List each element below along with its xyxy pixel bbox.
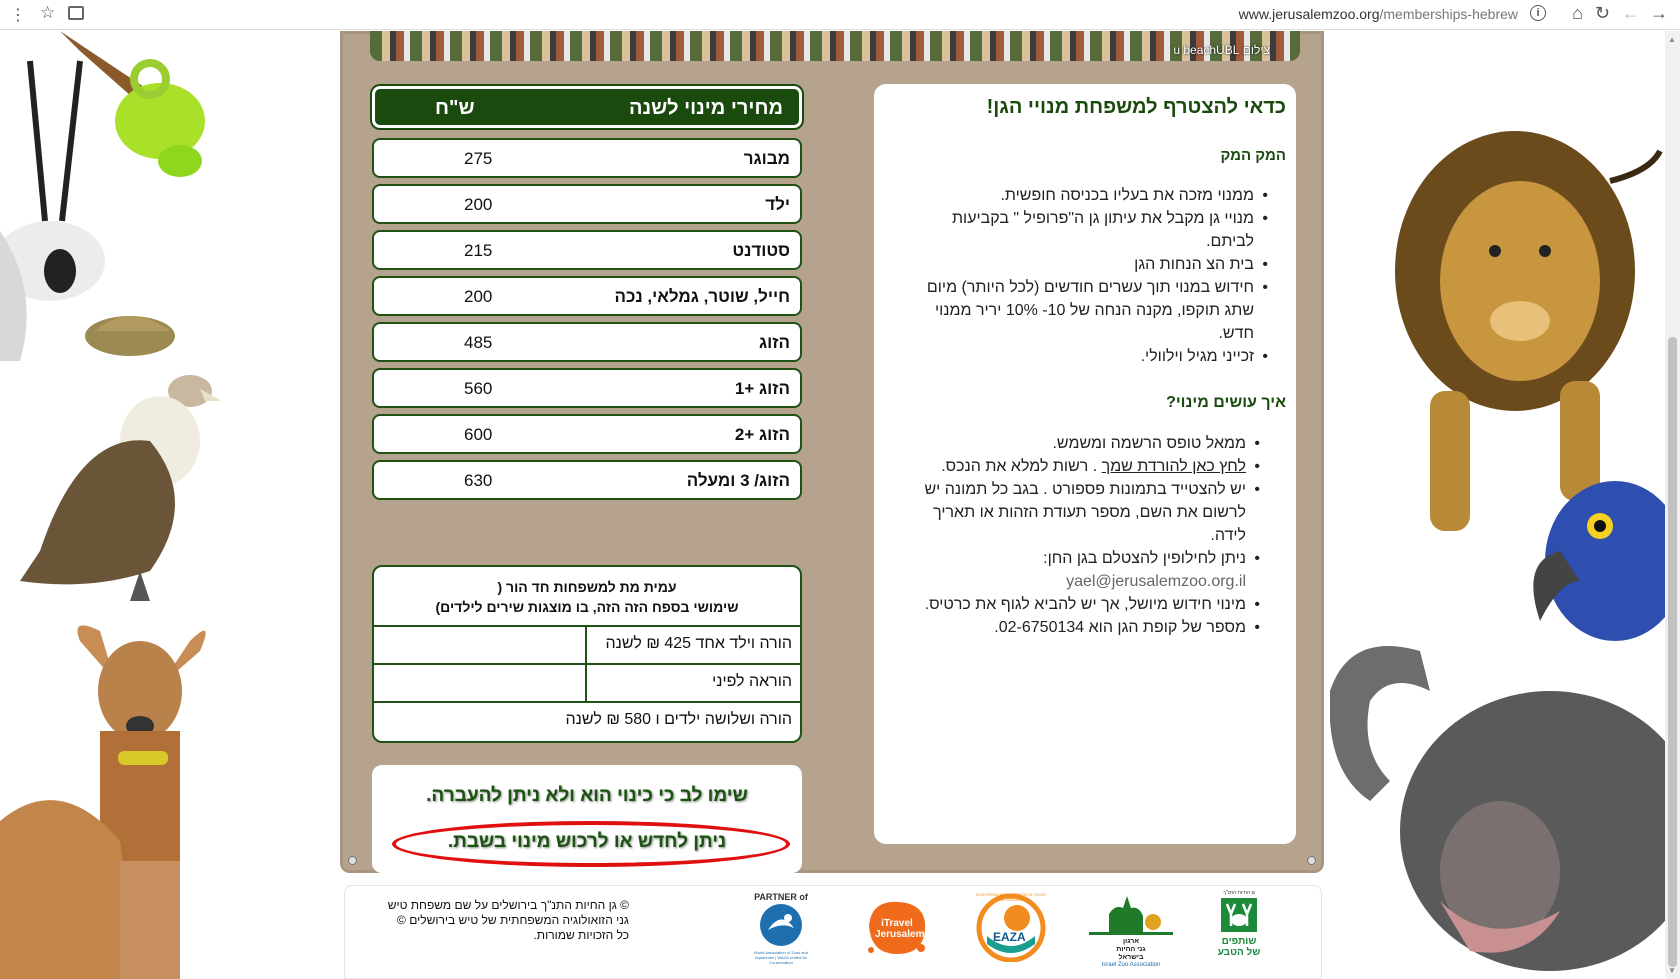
price-table-header bbox=[372, 86, 802, 128]
how-heading: איך עושים מינוי? bbox=[1166, 394, 1286, 411]
photo-caption: צילום u beachUBL bbox=[1173, 43, 1270, 57]
itravel-jerusalem-logo[interactable] bbox=[861, 896, 933, 962]
footer bbox=[344, 885, 1322, 979]
price-value: 275 bbox=[464, 149, 493, 168]
list-item-text: ממאל טופס הרשמה ומשמש. bbox=[1052, 435, 1246, 452]
price-row bbox=[372, 322, 802, 362]
deer-illustration bbox=[0, 621, 230, 979]
list-item bbox=[920, 455, 1246, 478]
bookmark-star-icon[interactable]: ☆ bbox=[40, 3, 56, 22]
extension-icon[interactable] bbox=[68, 6, 84, 20]
oryx-chameleon-illustration bbox=[0, 31, 220, 361]
how-list bbox=[888, 432, 1286, 639]
iza-line1: ארגון bbox=[1122, 938, 1140, 945]
list-item-text: ניתן לחילופין להצטלם בגן החן: bbox=[1043, 550, 1246, 567]
copyright-line2: גני הזואולוגיה המשפחתית של טיש בירושלים © bbox=[397, 913, 629, 927]
scrollbar-thumb[interactable] bbox=[1668, 337, 1677, 967]
price-value: 200 bbox=[464, 195, 493, 214]
price-value: 215 bbox=[464, 241, 493, 260]
list-item: • בית הצ הנחות הגן bbox=[912, 253, 1254, 276]
table-cell bbox=[374, 627, 585, 663]
table-cell: הוראה לפיני bbox=[585, 665, 800, 701]
list-item-text: מינוי חידוש מיושל, אך יש להביא לגוף את כרטיס. bbox=[924, 596, 1246, 613]
partners-line1: שותפים bbox=[1221, 936, 1257, 947]
vulture-illustration bbox=[0, 371, 220, 601]
list-item: • זכייני מגיל וילוולי. bbox=[912, 345, 1254, 368]
antler-emblem-icon bbox=[1219, 896, 1259, 934]
url-path: /memberships-hebrew bbox=[1379, 6, 1518, 22]
single-parent-title-line1: עמית מת למשפחות חד הור ( bbox=[497, 579, 677, 595]
list-item bbox=[920, 547, 1246, 593]
scroll-up-icon[interactable]: ▲ bbox=[1668, 35, 1676, 44]
macaw-illustration bbox=[1520, 471, 1665, 651]
price-row bbox=[372, 460, 802, 500]
page bbox=[0, 31, 1665, 979]
membership-info-box bbox=[874, 84, 1296, 844]
itravel-label: iTravel Jerusalem bbox=[875, 918, 925, 940]
price-category: ילד bbox=[765, 195, 790, 214]
visitors-photo bbox=[370, 31, 1300, 61]
table-row bbox=[374, 703, 800, 741]
price-category: הזוג +2 bbox=[734, 425, 790, 444]
benefits-list bbox=[888, 184, 1286, 368]
price-category: מבוגר bbox=[743, 149, 790, 168]
list-item: • חידוש במנוי תוך עשרים חודשים (לכל היותר) מיום שתג תוקפו, מקנה הנחה של 10- 10% יריר ממנוי חדש. bbox=[912, 276, 1254, 345]
eaza-arc-label: EUROPEAN ASSOCIATION OF ZOOS AND AQUARIA bbox=[976, 892, 1046, 902]
price-row bbox=[372, 368, 802, 408]
price-value: 600 bbox=[464, 425, 493, 444]
single-parent-title bbox=[374, 567, 800, 627]
price-row bbox=[372, 138, 802, 178]
site-info-icon[interactable]: i bbox=[1530, 5, 1546, 21]
panel-corner-dot bbox=[1307, 856, 1316, 865]
notice-box bbox=[372, 765, 802, 873]
deer-emblem-icon bbox=[1089, 892, 1173, 936]
iza-english: Israel Zoo Association bbox=[1101, 962, 1161, 968]
waza-logo[interactable] bbox=[753, 892, 809, 965]
table-row bbox=[374, 627, 800, 665]
single-parent-title-line2: שימושי בספח הזה הזה, בו מוצגות שירים לילדים) bbox=[435, 599, 739, 615]
reload-icon[interactable]: ↻ bbox=[1594, 3, 1610, 23]
list-item-text: מספר של קופת הגן הוא 02-6750134. bbox=[994, 619, 1246, 636]
price-value: 560 bbox=[464, 379, 493, 398]
url-domain: www.jerusalemzoo.org bbox=[1238, 6, 1380, 22]
partners-top: גן החיות התנ"ך bbox=[1223, 890, 1255, 896]
elephant-illustration bbox=[1330, 631, 1665, 979]
list-item bbox=[920, 593, 1246, 616]
iza-line2: גני החיות bbox=[1116, 946, 1146, 953]
back-icon[interactable]: → bbox=[1650, 3, 1668, 23]
iza-line3: בישראל bbox=[1118, 954, 1144, 961]
price-row bbox=[372, 230, 802, 270]
list-item bbox=[920, 616, 1246, 639]
list-item: • ממנוי מזכה את בעליו בכניסה חופשית. bbox=[912, 184, 1254, 207]
price-category: חייל, שוטר, גמלאי, נכה bbox=[614, 287, 790, 306]
price-value: 200 bbox=[464, 287, 493, 306]
browser-toolbar bbox=[0, 0, 1680, 30]
list-item bbox=[920, 432, 1246, 455]
eaza-logo[interactable] bbox=[973, 890, 1049, 964]
notice-shabbat: ניתן לחדש או לרכוש מינוי בשבת. bbox=[447, 831, 727, 852]
price-value: 485 bbox=[464, 333, 493, 352]
scroll-down-icon[interactable]: ▼ bbox=[1668, 966, 1676, 975]
forward-icon[interactable]: ← bbox=[1622, 3, 1640, 23]
price-row bbox=[372, 414, 802, 454]
table-row bbox=[374, 665, 800, 703]
copyright-line1: © גן החיות התנ"ך בירושלים על שם משפחת טיש bbox=[387, 898, 629, 912]
info-title: כדאי להצטרף למשפחת מנויי הגן! bbox=[986, 96, 1286, 118]
copyright-line3: כל הזכויות שמורות. bbox=[533, 928, 629, 942]
price-category: הזוג bbox=[759, 333, 790, 352]
benefits-heading: המק המק bbox=[1220, 147, 1286, 164]
waza-logo-top: PARTNER of bbox=[754, 892, 808, 902]
notice-non-transferable: שימו לב כי כינוי הוא ולא ניתן להעברה. bbox=[426, 785, 748, 806]
list-item-text: . רשות למלא את הנכס. bbox=[941, 458, 1102, 475]
address-bar[interactable] bbox=[1239, 6, 1518, 22]
price-table-currency: ש"ח bbox=[435, 97, 475, 119]
price-row bbox=[372, 276, 802, 316]
contact-email-link[interactable]: yael@jerusalemzoo.org.il bbox=[1066, 573, 1246, 590]
panel-corner-dot bbox=[348, 856, 357, 865]
eaza-label: EAZA bbox=[993, 930, 1026, 944]
menu-icon[interactable]: ⋮ bbox=[10, 7, 26, 24]
list-item-text: יש להצטייד בתמונות פספורט . בגב כל תמונה יש לרשום את השם, מספר תעודת הזהות או תאריך לידה. bbox=[924, 481, 1246, 544]
list-item: • מנויי גן מקבל את עיתון גן ה"פרופיל " בקביעות לביתם. bbox=[912, 207, 1254, 253]
price-category: הזוג +1 bbox=[734, 379, 790, 398]
partners-line2: של הטבע bbox=[1217, 947, 1261, 958]
price-value: 630 bbox=[464, 471, 493, 490]
partners-of-nature-logo[interactable] bbox=[1213, 890, 1265, 958]
page-scrollbar[interactable] bbox=[1665, 31, 1680, 979]
price-category: הזוג/ 3 ומעלה bbox=[686, 471, 790, 490]
list-item bbox=[920, 478, 1246, 547]
table-cell bbox=[374, 665, 585, 701]
download-form-link[interactable]: לחץ כאן להורדת שמך bbox=[1101, 458, 1246, 475]
price-row bbox=[372, 184, 802, 224]
israel-zoo-association-logo[interactable] bbox=[1089, 892, 1173, 968]
price-category: סטודנט bbox=[732, 241, 790, 260]
home-icon[interactable]: ⌂ bbox=[1572, 3, 1583, 23]
copyright bbox=[369, 898, 629, 943]
content-panel bbox=[340, 31, 1324, 873]
table-cell: הורה וילד אחד 425 ₪ לשנה bbox=[585, 627, 800, 663]
price-table-title: מחירי מינוי לשנה bbox=[629, 97, 783, 119]
single-parent-table bbox=[372, 565, 802, 743]
table-cell: הורה ושלושה ילדים ו 580 ₪ לשנה bbox=[565, 711, 792, 728]
waza-icon bbox=[758, 902, 804, 948]
waza-logo-bottom: World Association of Zoos and Aquariums | WAZA United for Conservation bbox=[754, 950, 808, 965]
